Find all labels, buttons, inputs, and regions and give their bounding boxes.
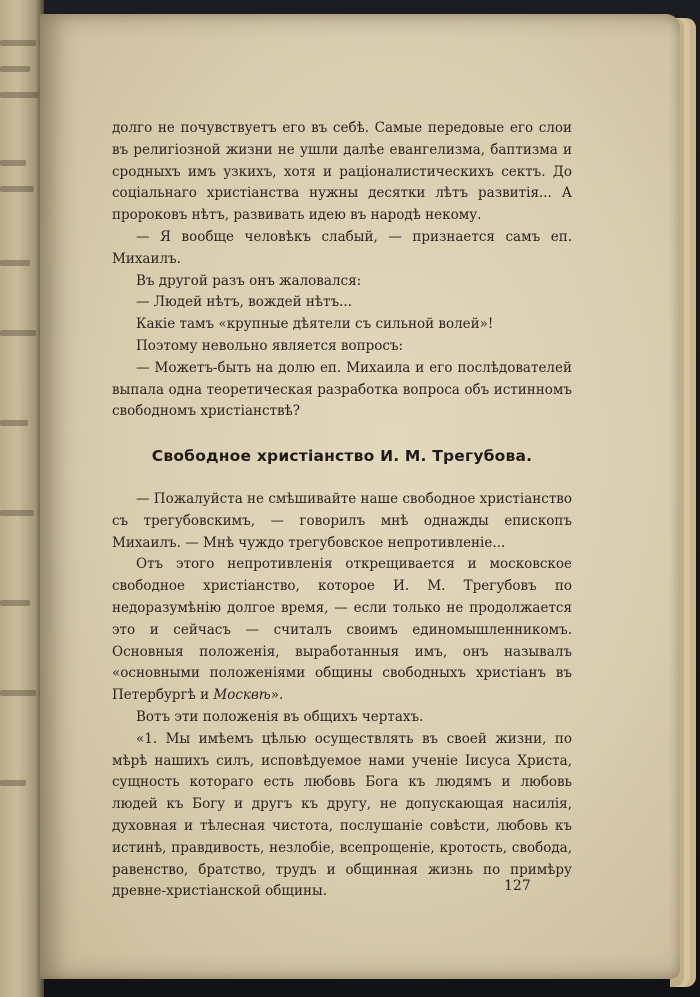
paragraph: — Можетъ-быть на долю еп. Михаила и его послѣдователей выпала одна теоретическая разработка вопроса объ истинномъ свободномъ христіанствѣ? <box>112 359 572 420</box>
ghost-text-line <box>0 420 28 426</box>
paragraph: Какіе тамъ «крупные дѣятели съ сильной волей»! <box>136 316 494 333</box>
ghost-text-line <box>0 600 30 606</box>
paragraph: — Людей нѣтъ, вождей нѣтъ... <box>136 294 352 311</box>
italic-word: Москвѣ <box>213 687 271 704</box>
ghost-text-line <box>0 510 34 516</box>
ghost-text-line <box>0 330 36 336</box>
paragraph: Въ другой разъ онъ жаловался: <box>136 272 362 289</box>
ghost-text-line <box>0 260 30 266</box>
paragraph: — Я вообще человѣкъ слабый, — признается самъ еп. Михаилъ. <box>112 228 572 267</box>
book-page <box>40 14 680 979</box>
ghost-text-line <box>0 160 26 166</box>
page-body <box>112 118 572 903</box>
paragraph: Поэтому невольно является вопросъ: <box>136 337 404 354</box>
paragraph-text: Отъ этого непротивленія открещивается и московское свободное христіанство, которое И. М. Трегубовъ по недоразумѣнію долгое время, — если только не продолжается это и сейчасъ — считалъ своимъ единомышленникомъ. Основныя положенія, выработанныя имъ, онъ называлъ «основными положеніями общины свободныхъ христіанъ въ Петербургѣ и <box>112 556 572 704</box>
paragraph: долго не почувствуетъ его въ себѣ. Самые передовые его слои въ религіозной жизни не ушли далѣе евангелизма, баптизма и сродныхъ имъ узкихъ, хотя и раціоналистическихъ сектъ. До соціальнаго христіанства нужны десятки лѣтъ развитія... А пророковъ нѣтъ, развивать идею въ народѣ некому. <box>112 120 572 224</box>
closing-quote: ». <box>270 687 284 704</box>
ghost-text-line <box>0 780 26 786</box>
ghost-text-line <box>0 690 36 696</box>
left-page-edge <box>0 0 44 997</box>
ghost-text-line <box>0 92 38 98</box>
section-heading: Свободное христіанство И. М. Трегубова. <box>151 447 533 466</box>
paragraph: Вотъ эти положенія въ общихъ чертахъ. <box>136 708 424 725</box>
page-number: 127 <box>504 878 531 894</box>
ghost-text-line <box>0 186 34 192</box>
paragraph <box>112 554 572 707</box>
ghost-text-line <box>0 66 30 72</box>
paragraph: — Пожалуйста не смѣшивайте наше свободное христіанство съ трегубовскимъ, — говорилъ мнѣ однажды епископъ Михаилъ. — Мнѣ чуждо трегубовское непротивленіе... <box>112 490 573 551</box>
ghost-text-line <box>0 40 36 46</box>
paragraph: «1. Мы имѣемъ цѣлью осуществлять въ своей жизни, по мѣрѣ нашихъ силъ, исповѣдуемое нами ученіе Іисуса Христа, сущность котораго есть любовь Бога къ людямъ и любовь людей къ Богу и другъ къ другу, не допускающая насилія, духовная и тѣлесная чистота, послушаніе совѣсти, любовь къ истинѣ, правдивость, незлобіе, всепрощеніе, кротость, свобода, равенство, братство, трудъ и общинная жизнь по примѣру древне-христіанской общины. <box>112 730 572 900</box>
